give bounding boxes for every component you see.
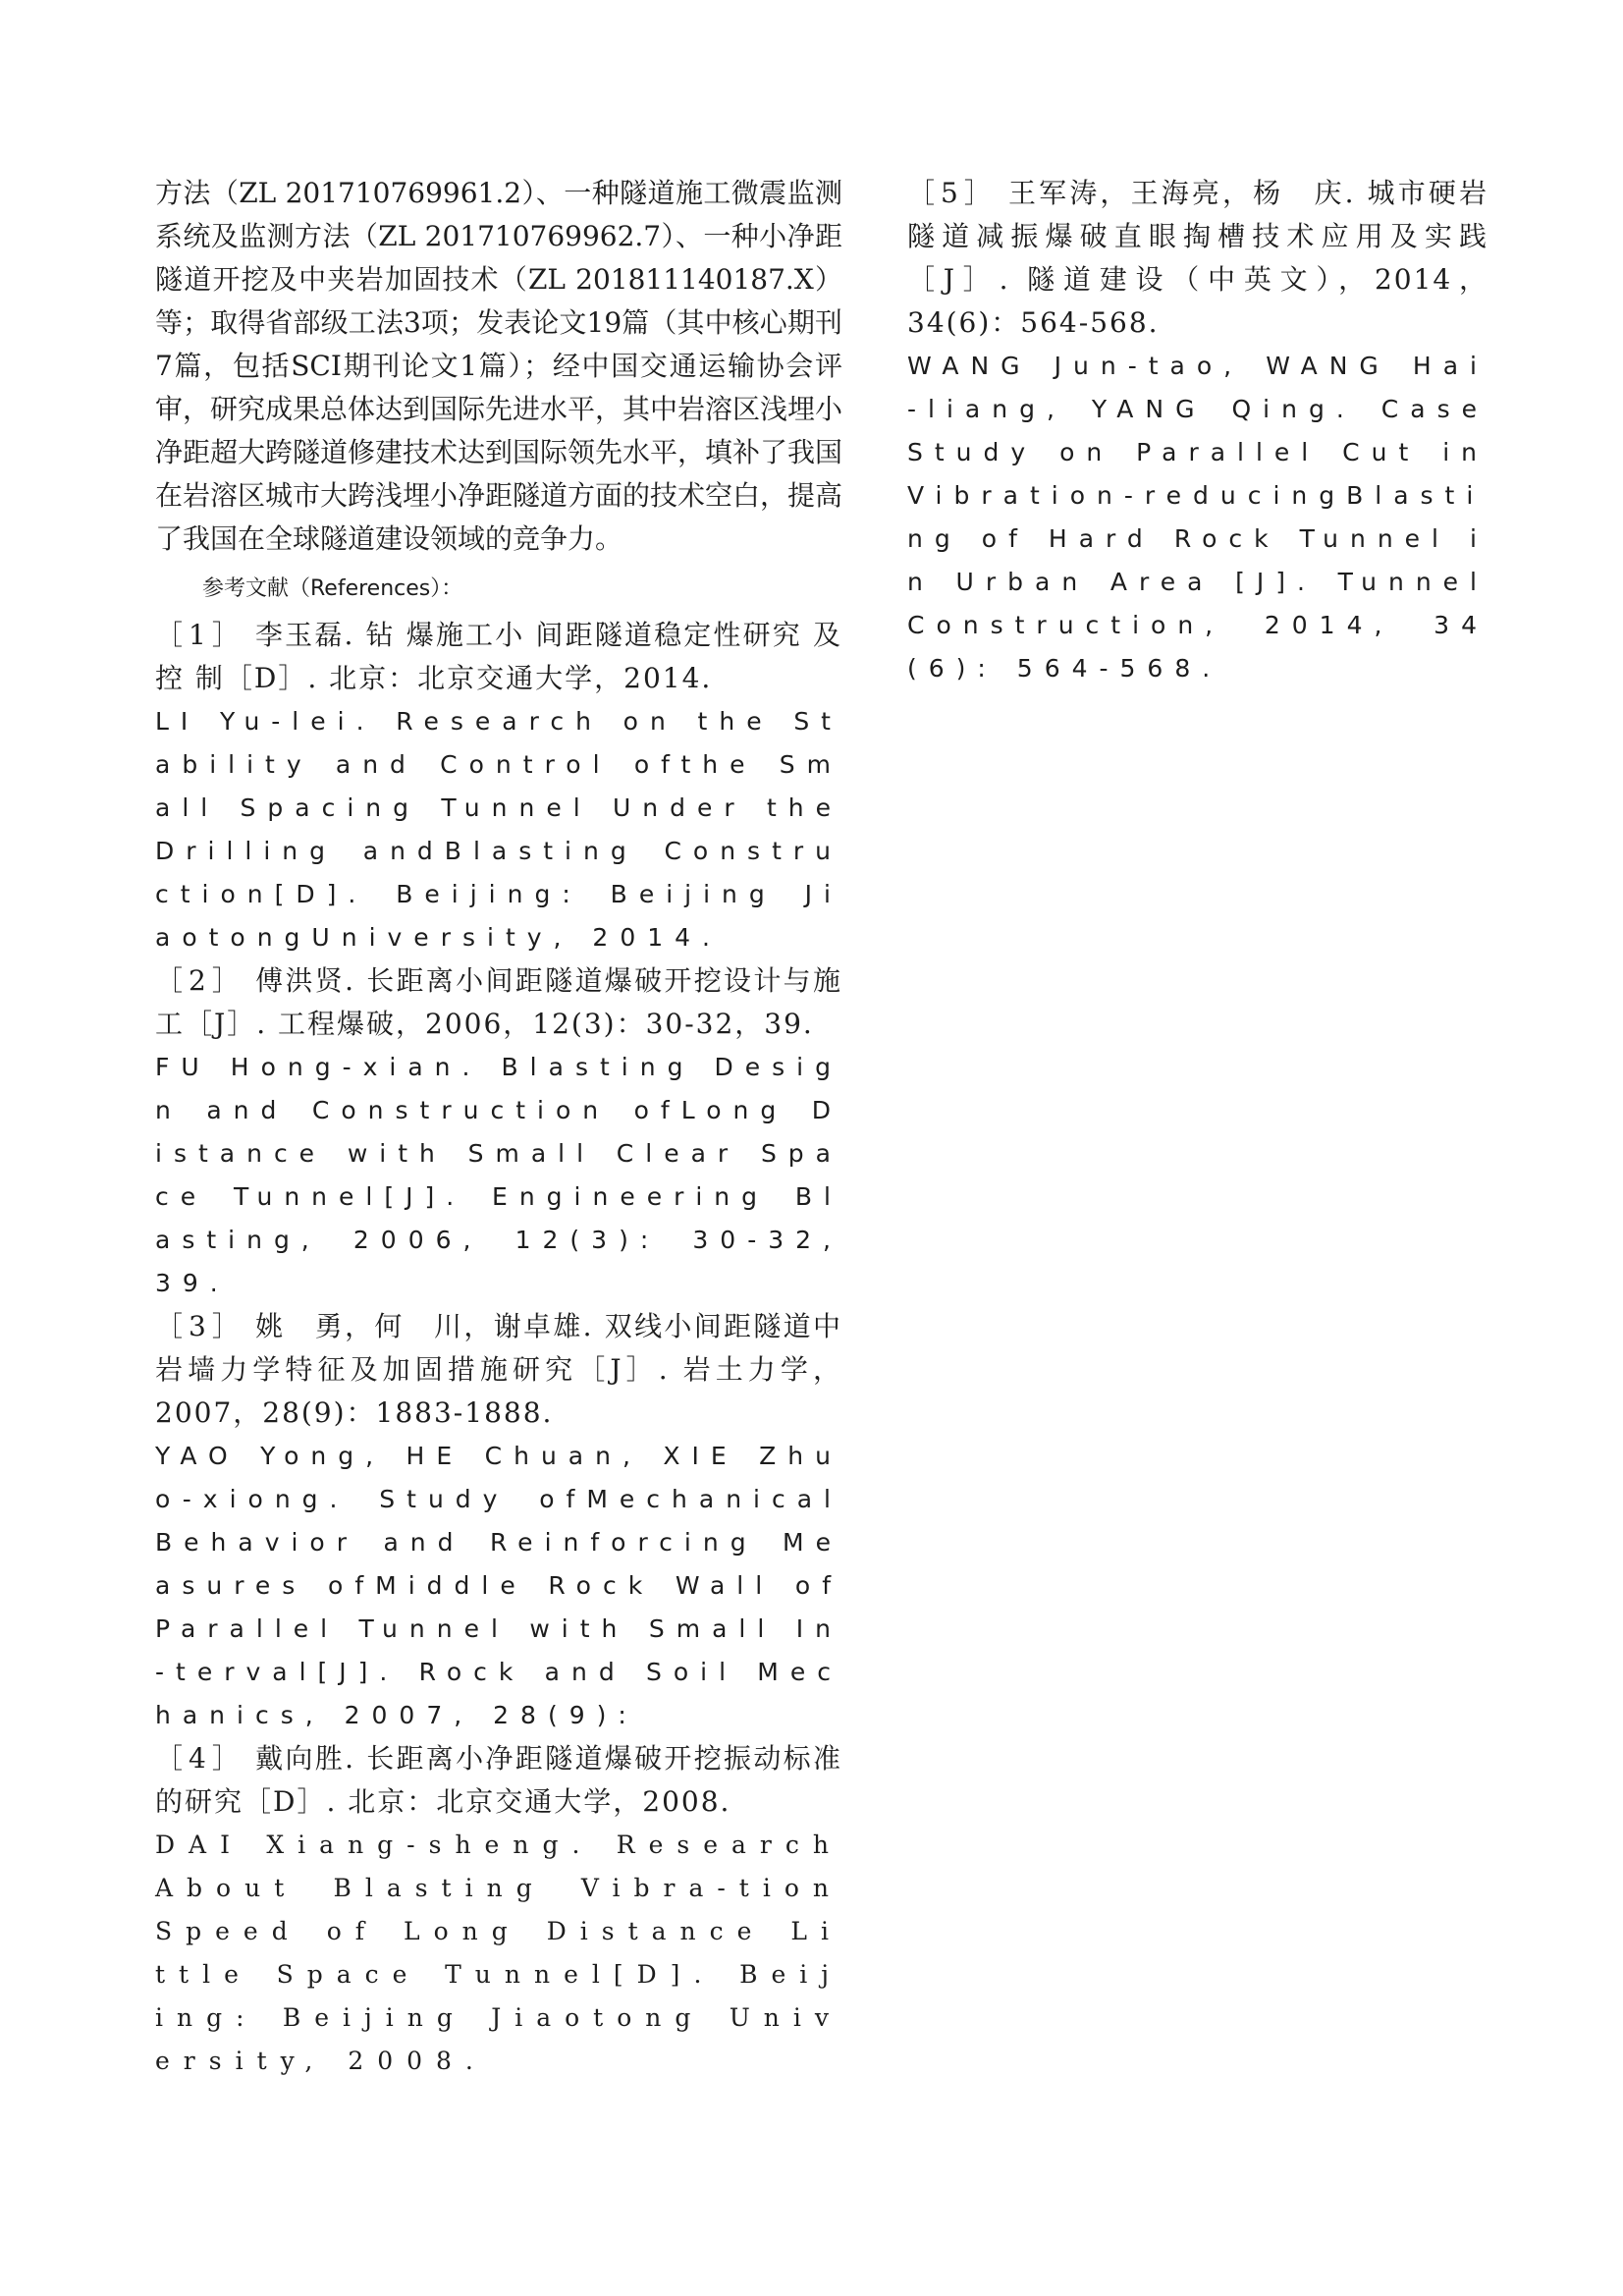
body-paragraph: 方法（ZL 201710769961.2）、一种隧道施工微震监测系统及监测方法（ZL 201710769962.7）、一种小净距隧道开挖及中夹岩加固技术（ZL 201811140187.X）等；取得省部级工法3项；发表论文19篇（其中核心期刊7篇，包括SCI期刊论文1篇）；经中国交通运输协会评审，研究成果总体达到国际先进水平，其中岩溶区浅埋小净距超大跨隧道修建技术达到国际领先水平，填补了我国在岩溶区城市大跨浅埋小净距隧道方面的技术空白，提高了我国在全球隧道建设领域的竞争力。 xyxy=(155,177,843,555)
reference-en: LI Yu-lei. Research on the Stability and Control ofthe Small Spacing Tunnel Under the Drilling andBlasting Construction[D]. Beijing: Beijing JiaotongUniversity, 2014. xyxy=(155,707,842,952)
reference-cn-text: 傅洪贤. 长距离小间距隧道爆破开挖设计与施工［J］. 工程爆破，2006，12(3)：30-32，39. xyxy=(155,964,842,1040)
reference-index: ［3］ xyxy=(155,1310,245,1342)
reference-item-2 xyxy=(155,959,842,1305)
reference-cn xyxy=(155,959,842,1046)
reference-cn xyxy=(155,1305,842,1435)
reference-cn-text: 姚 勇，何 川，谢卓雄. 双线小间距隧道中岩墙力学特征及加固措施研究［J］. 岩土力学，2007，28(9)：1883-1888. xyxy=(155,1310,842,1429)
left-column xyxy=(155,172,842,2083)
reference-en: DAI Xiang-sheng. Research About Blasting Vibra-tion Speed of Long Distance Little Space Tunnel[D]. Beijing: Beijing Jiaotong University, 2008. xyxy=(155,1831,842,2075)
reference-en: YAO Yong, HE Chuan, XIE Zhuo-xiong. Study ofMechanical Behavior and Reinforcing Measures ofMiddle Rock Wall of Parallel Tunnel with Small In-terval[J]. Rock and Soil Mechanics, 2007, 28(9): xyxy=(155,1442,842,1729)
reference-cn xyxy=(155,1737,842,1824)
right-column xyxy=(907,172,1488,690)
reference-item-5 xyxy=(907,172,1488,690)
reference-index: ［1］ xyxy=(155,619,245,651)
reference-cn xyxy=(907,172,1488,345)
references-heading: 参考文献（References）： xyxy=(202,576,463,601)
reference-index: ［2］ xyxy=(155,964,245,997)
reference-index: ［5］ xyxy=(907,177,998,209)
reference-cn-text: 李玉磊. 钻 爆施工小 间距隧道稳定性研究 及控 制［D］. 北京：北京交通大学，2014. xyxy=(155,619,842,694)
reference-item-4 xyxy=(155,1737,842,2083)
reference-cn-text: 戴向胜. 长距离小净距隧道爆破开挖振动标准的研究［D］. 北京：北京交通大学，2008. xyxy=(155,1742,842,1818)
reference-item-3 xyxy=(155,1305,842,1737)
reference-en: WANG Jun-tao, WANG Hai-liang, YANG Qing. Case Study on Parallel Cut in Vibration-reducingBlasting of Hard Rock Tunnel in Urban Area [J]. Tunnel Construction, 2014, 34(6): 564-568. xyxy=(907,352,1488,683)
reference-en: FU Hong-xian. Blasting Design and Construction ofLong Distance with Small Clear Space Tunnel[J]. Engineering Blasting, 2006, 12(3): 30-32, 39. xyxy=(155,1053,842,1297)
reference-item-1 xyxy=(155,614,842,959)
reference-cn xyxy=(155,614,842,700)
reference-index: ［4］ xyxy=(155,1742,245,1775)
reference-cn-text: 王军涛，王海亮，杨 庆. 城市硬岩隧道减振爆破直眼掏槽技术应用及实践［J］. 隧道建设（中英文），2014，34(6)：564-568. xyxy=(907,177,1488,339)
